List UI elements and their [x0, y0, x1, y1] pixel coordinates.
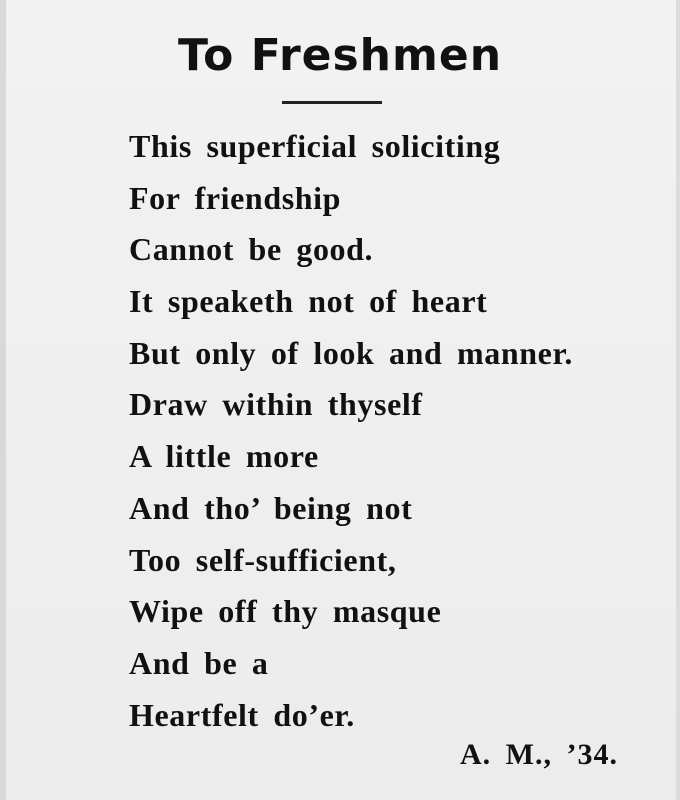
title-divider: [282, 101, 382, 104]
poem-line: This superficial soliciting: [129, 128, 501, 164]
poem-line: Draw within thyself: [129, 386, 423, 423]
poem-line: Cannot be good.: [129, 231, 374, 268]
poem-line: But only of look and manner.: [129, 334, 573, 371]
poem-body: [129, 121, 573, 741]
author-signature: A. M., ’34.: [460, 738, 618, 771]
poem-line: A little more: [129, 438, 319, 475]
poem-line: It speaketh not of heart: [129, 283, 488, 320]
page-edge-left: [0, 0, 6, 800]
poem-title: To Freshmen: [177, 30, 503, 81]
poem-line: Too self-sufficient,: [129, 541, 397, 578]
poem-line: For friendship: [129, 179, 342, 216]
page-edge-right: [676, 0, 680, 800]
poem-line: Wipe off thy masque: [129, 593, 442, 630]
poem-line: And be a: [129, 644, 269, 681]
poem-line: And tho’ being not: [129, 489, 413, 526]
poem-line: Heartfelt do’er.: [129, 696, 355, 733]
